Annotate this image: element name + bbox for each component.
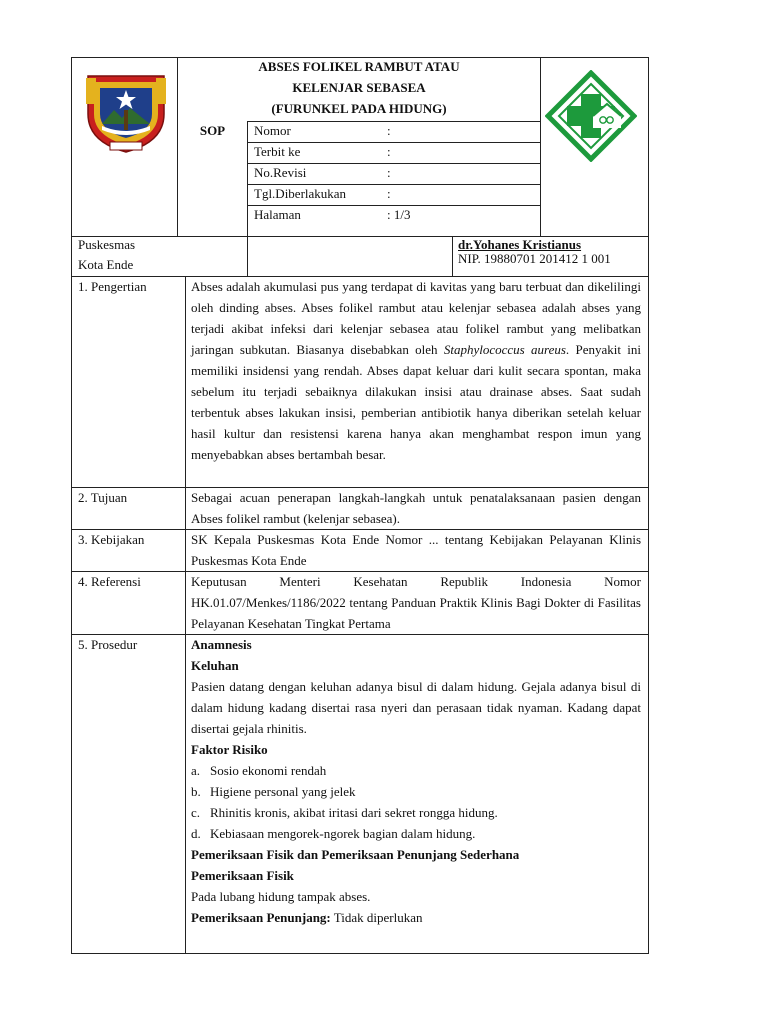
anamnesis-heading: Anamnesis — [191, 637, 252, 652]
pengertian-text: Abses adalah akumulasi pus yang terdapat di kavitas yang baru terbuat dan dikelilingi oleh dinding abses. Abses folikel rambut atau kelenjar sebasea adalah abses yang terjadi akibat infeksi dari kelenjar sebasea atau folikel rambut yang melibatkan jaringan subkutan. Biasanya disebabkan oleh Staphylococcus aureus. Penyakit ini memiliki insidensi yang rendah. Abses dapat keluar dari kulit secara spontan, maka sebelum itu terjadi sebaiknya dilakukan insisi atau drainase abses. Saat sudah terbentuk abses lakukan insisi, pemberian antibiotik hanya diberikan setelah keluar hasil kultur dan resistensi karena hanya akan menghambat respon imun yang menyebabkan abses bertambah besar. — [191, 279, 641, 462]
keluhan-text: Pasien datang dengan keluhan adanya bisul di dalam hidung. Gejala adanya bisul di dalam hidung kadang disertai rasa nyeri dan perasaan tidak nyaman. Kadang dapat disertai gejala rhinitis. — [191, 679, 641, 736]
tujuan-text: Sebagai acuan penerapan langkah-langkah untuk penatalaksanaan pasien dengan Abses folikel rambut (kelenjar sebasea). — [191, 490, 641, 526]
puskesmas-logo-icon — [545, 70, 637, 162]
list-item: c. Rhinitis kronis, akibat iritasi dari sekret rongga hidung. — [191, 805, 498, 820]
document-title — [178, 56, 540, 119]
penunjang-label: Pemeriksaan Penunjang: — [191, 910, 331, 925]
signer-name: dr.Yohanes Kristianus — [458, 237, 582, 252]
meta-key-revisi: No.Revisi — [254, 165, 307, 180]
meta-value-nomor: : — [387, 123, 391, 138]
title-line-3: (FURUNKEL PADA HIDUNG) — [271, 101, 447, 116]
title-line-1: ABSES FOLIKEL RAMBUT ATAU — [258, 59, 460, 74]
org-line-1: Puskesmas — [78, 237, 136, 252]
penunjang-text: Tidak diperlukan — [330, 910, 423, 925]
list-item: a. Sosio ekonomi rendah — [191, 763, 327, 778]
label-prosedur: 5. Prosedur — [78, 637, 138, 652]
keluhan-heading: Keluhan — [191, 658, 239, 673]
referensi-text: Keputusan Menteri Kesehatan Republik Indonesia Nomor HK.01.07/Menkes/1186/2022 tentang Panduan Praktik Klinis Bagi Dokter di Fasilitas Pelayanan Kesehatan Tingkat Pertama — [191, 574, 641, 631]
signer-nip: NIP. 19880701 201412 1 001 — [458, 251, 611, 266]
penunjang-line — [191, 907, 641, 928]
label-kebijakan: 3. Kebijakan — [78, 532, 145, 547]
list-item: b. Higiene personal yang jelek — [191, 784, 356, 799]
meta-key-tgl: Tgl.Diberlakukan — [254, 186, 347, 201]
faktor-heading: Faktor Risiko — [191, 742, 268, 757]
meta-key-halaman: Halaman — [254, 207, 301, 222]
kebijakan-text: SK Kepala Puskesmas Kota Ende Nomor ... tentang Kebijakan Pelayanan Klinis Puskesmas Kota Ende — [191, 532, 641, 568]
meta-key-nomor: Nomor — [254, 123, 291, 138]
title-line-2: KELENJAR SEBASEA — [292, 80, 426, 95]
label-tujuan: 2. Tujuan — [78, 490, 128, 505]
org-line-2: Kota Ende — [78, 257, 134, 272]
meta-key-terbit: Terbit ke — [254, 144, 301, 159]
list-item: d. Kebiasaan mengorek-ngorek bagian dalam hidung. — [191, 826, 476, 841]
meta-value-revisi: : — [387, 165, 391, 180]
fisik-text: Pada lubang hidung tampak abses. — [191, 889, 371, 904]
pemeriksaan-heading: Pemeriksaan Fisik dan Pemeriksaan Penunjang Sederhana — [191, 847, 520, 862]
label-referensi: 4. Referensi — [78, 574, 141, 589]
meta-value-terbit: : — [387, 144, 391, 159]
label-pengertian: 1. Pengertian — [78, 279, 147, 294]
meta-value-halaman: : 1/3 — [387, 207, 411, 222]
sop-label: SOP — [199, 123, 226, 138]
bacteria-name: Staphylococcus aureus — [443, 342, 566, 357]
pemeriksaan-fisik-heading: Pemeriksaan Fisik — [191, 868, 294, 883]
meta-value-tgl: : — [387, 186, 391, 201]
regency-emblem-icon — [80, 66, 172, 156]
